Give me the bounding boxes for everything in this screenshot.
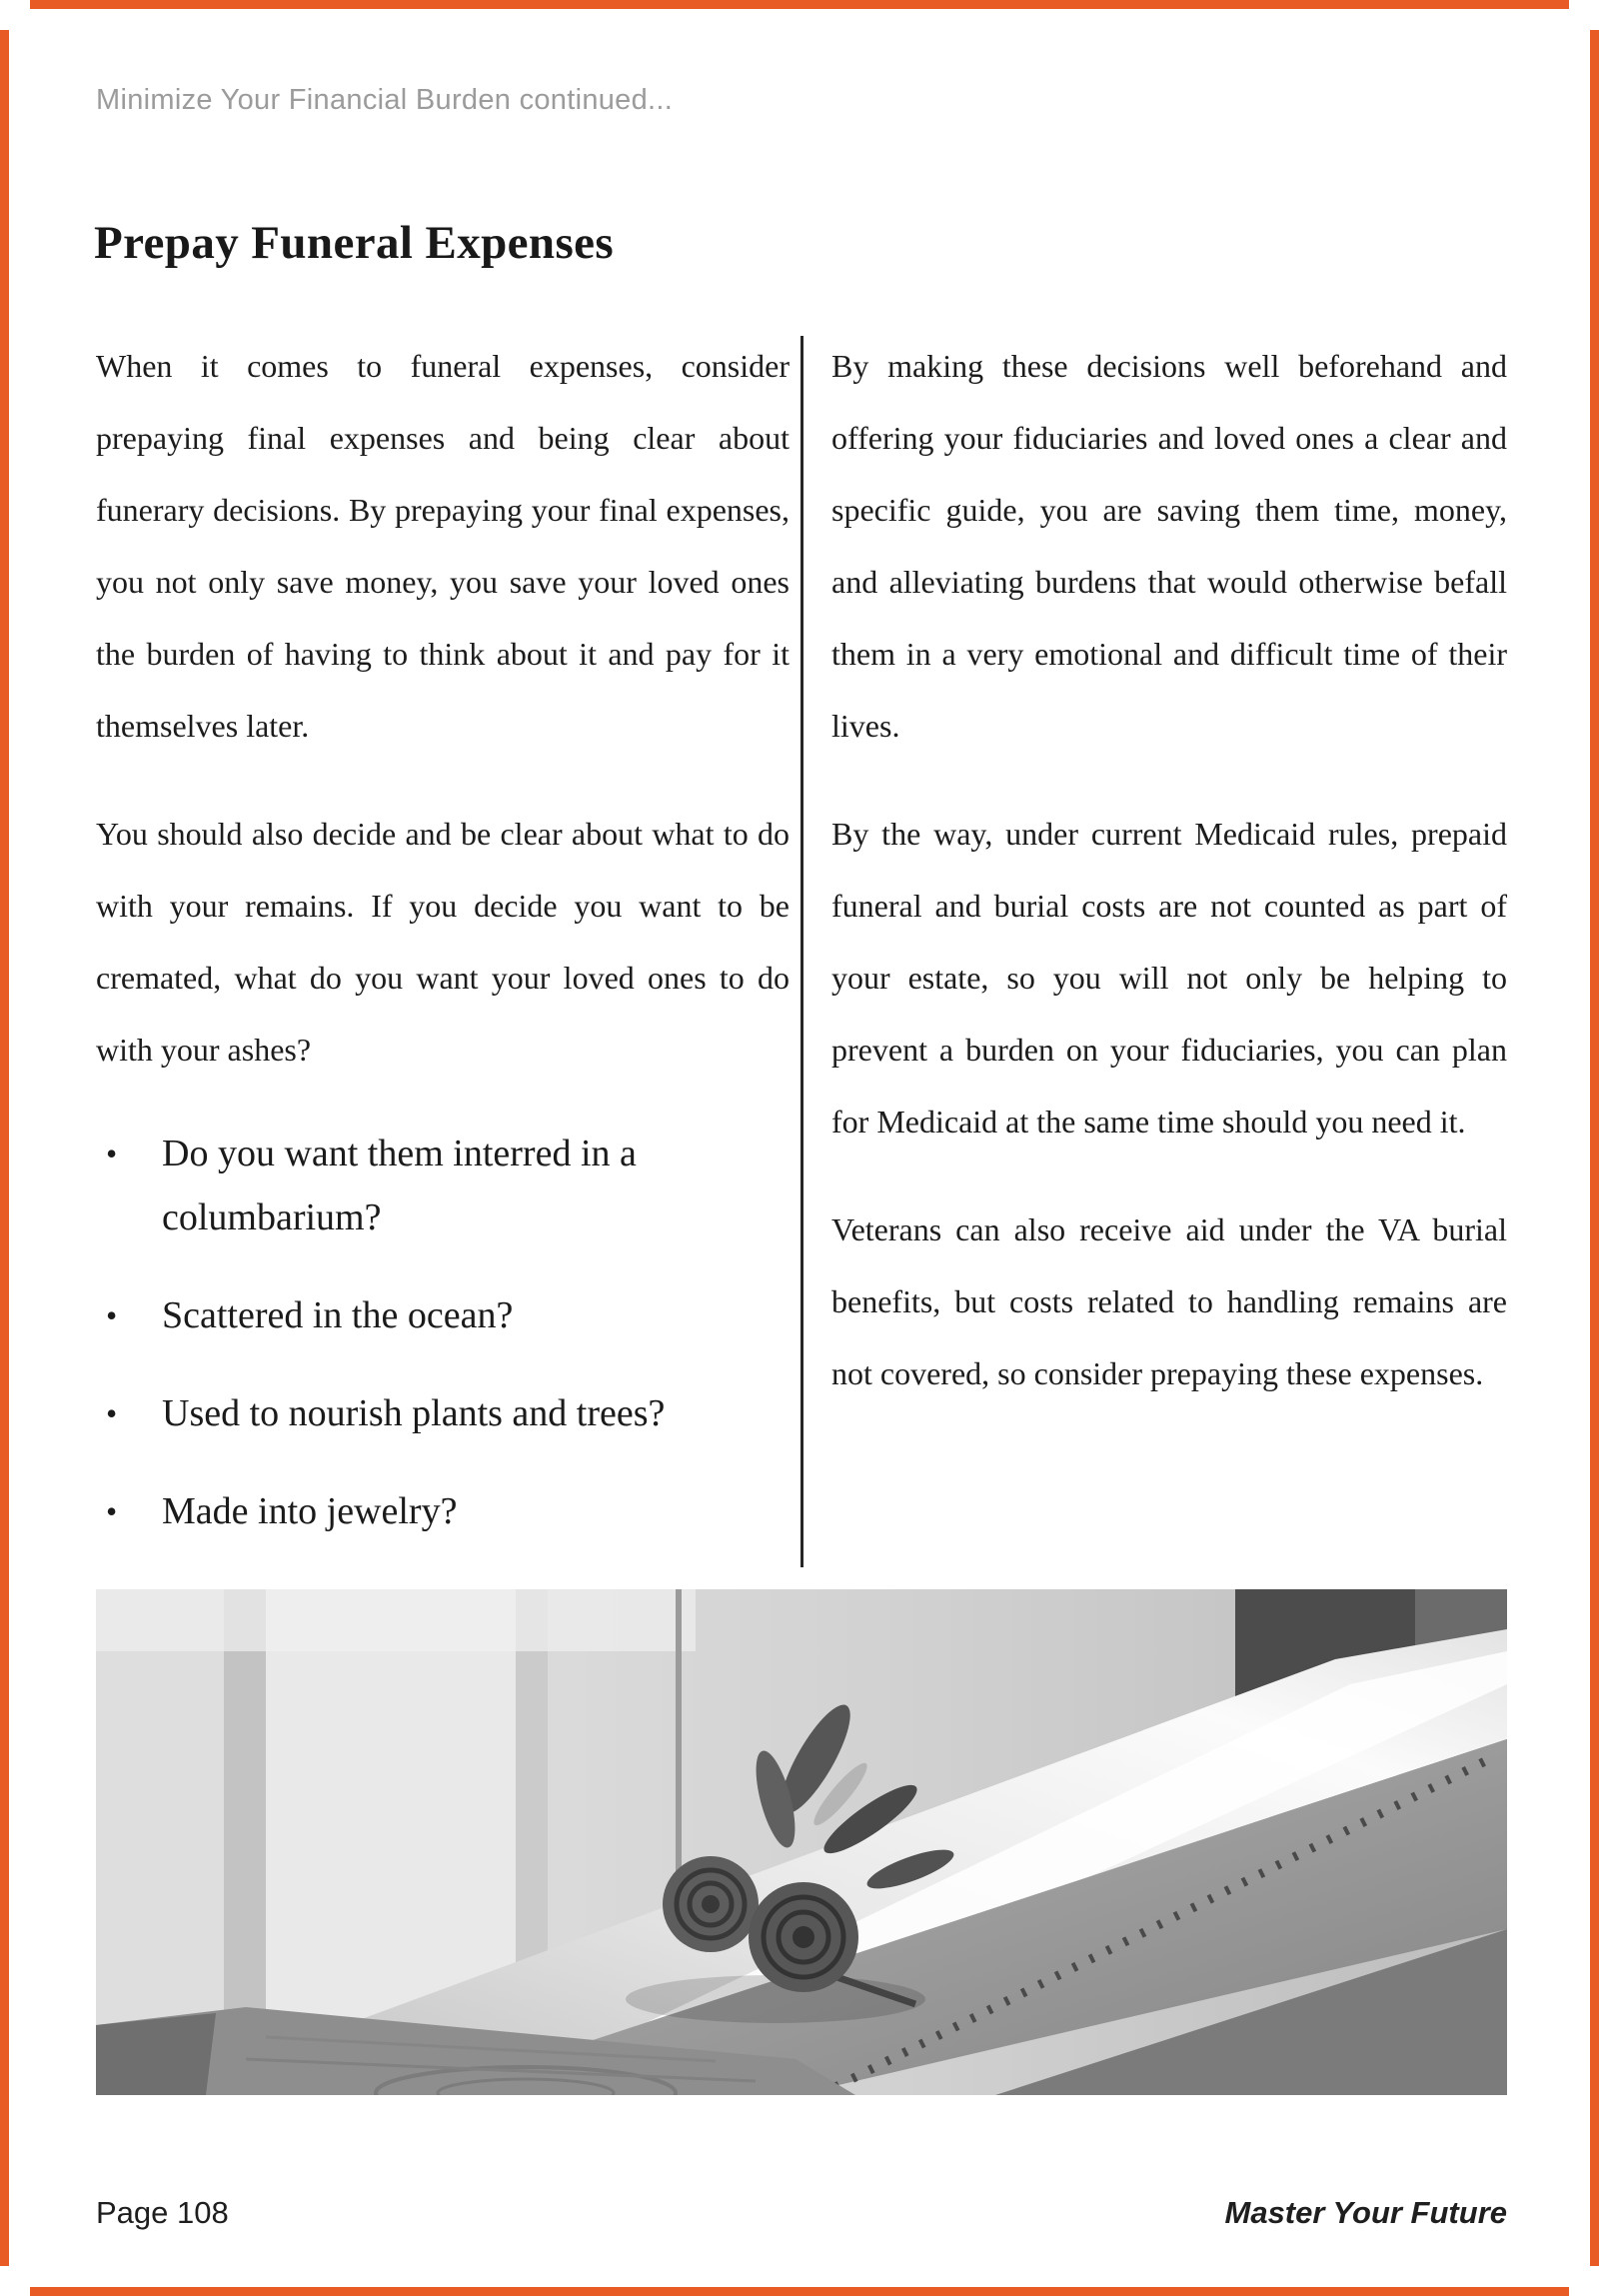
page-border-right [1590,30,1599,2266]
page-title: Prepay Funeral Expenses [94,217,615,269]
paragraph: Veterans can also receive aid under the VA burial benefits, but costs related to handling remains are not covered, so consider prepaying these expenses. [831,1211,1507,1391]
page-number: Page 108 [96,2195,229,2230]
page-border-bottom [30,2287,1569,2296]
list-item [96,1122,790,1249]
paragraph: You should also decide and be clear about what to do with your remains. If you decide you want to be cremated, what do you want your loved ones to do with your ashes? [96,816,790,1068]
bullet-text: Used to nourish plants and trees? [162,1392,666,1434]
bullet-list [96,1122,790,1641]
list-item [96,1479,790,1543]
list-item [96,1381,790,1445]
list-item [96,1283,790,1347]
page-border-top [30,0,1569,9]
paragraph: By the way, under current Medicaid rules, prepaid funeral and burial costs are not counted as part of your estate, so you will not only be helping to prevent a burden on your fiduciaries, you can plan for Medicaid at the same time should you need it. [831,816,1507,1140]
bullet-icon: • [106,1395,118,1431]
page-border-left [0,30,9,2266]
paragraph: By making these decisions well beforehand and offering your fiduciaries and loved ones a clear and specific guide, you are saving them time, money, and alleviating burdens that would otherwise befall them in a very emotional and difficult time of their lives. [831,348,1507,744]
page-footer [96,2195,1507,2231]
right-column [831,330,1507,1445]
bullet-text: Do you want them interred in a columbarium? [162,1133,637,1238]
bullet-icon: • [106,1297,118,1333]
bullet-icon: • [106,1493,118,1529]
bullet-text: Scattered in the ocean? [162,1294,514,1336]
paragraph: When it comes to funeral expenses, consider prepaying final expenses and being clear about funerary decisions. By prepaying your final expenses, you not only save money, you save your loved ones the burden of having to think about it and pay for it themselves later. [96,348,790,744]
book-title: Master Your Future [1224,2195,1507,2230]
column-divider [800,336,803,1567]
running-header: Minimize Your Financial Burden continued... [96,84,674,116]
bullet-text: Made into jewelry? [162,1490,458,1532]
left-column [96,330,790,1675]
casket-photo [96,1589,1507,2095]
bullet-icon: • [106,1136,118,1171]
